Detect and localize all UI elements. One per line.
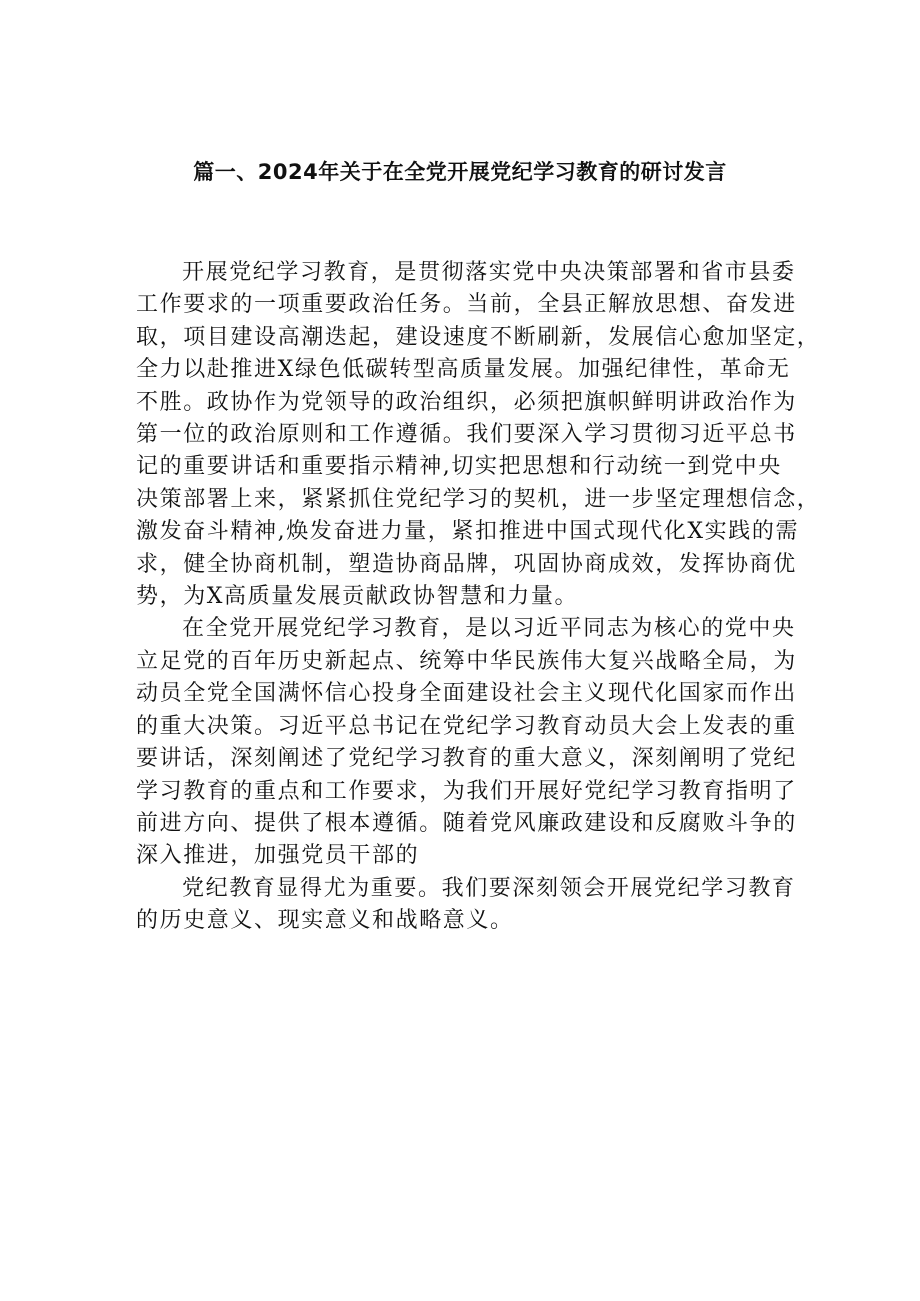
text-line: 第一位的政治原则和工作遵循。我们要深入学习贯彻习近平总书 bbox=[136, 422, 797, 448]
text-line: 求，健全协商机制，塑造协商品牌，巩固协商成效，发挥协商优 bbox=[136, 551, 797, 577]
text-line: 深入推进，加强党员干部的 bbox=[136, 843, 420, 869]
text-line: 的历史意义、现实意义和战略意义。 bbox=[136, 908, 514, 934]
text-line: 激发奋斗精神,焕发奋进力量，紧扣推进中国式现代化X实践的需 bbox=[136, 519, 800, 545]
text-line: 取，项目建设高潮迭起，建设速度不断刷新，发展信心愈加坚定， bbox=[136, 324, 821, 350]
text-line: 全力以赴推进X绿色低碳转型高质量发展。加强纪律性，革命无 bbox=[136, 357, 791, 383]
text-line: 记的重要讲话和重要指示精神,切实把思想和行动统一到党中央 bbox=[136, 454, 782, 480]
text-line: 不胜。政协作为党领导的政治组织，必须把旗帜鲜明讲政治作为 bbox=[136, 389, 797, 415]
document-title: 篇一、2024年关于在全党开展党纪学习教育的研讨发言 bbox=[193, 160, 727, 184]
text-line: 前进方向、提供了根本遵循。随着党风廉政建设和反腐败斗争的 bbox=[136, 810, 797, 836]
text-line: 势，为X高质量发展贡献政协智慧和力量。 bbox=[136, 584, 579, 610]
paragraph-1 bbox=[136, 257, 821, 613]
text-line: 的重大决策。习近平总书记在党纪学习教育动员大会上发表的重 bbox=[136, 713, 797, 739]
text-line: 要讲话，深刻阐述了党纪学习教育的重大意义，深刻阐明了党纪 bbox=[136, 746, 797, 772]
text-line: 决策部署上来，紧紧抓住党纪学习的契机，进一步坚定理想信念， bbox=[136, 486, 821, 512]
document-body bbox=[136, 257, 821, 938]
paragraph-2 bbox=[136, 613, 797, 872]
text-line: 在全党开展党纪学习教育，是以习近平同志为核心的党中央 bbox=[182, 616, 796, 642]
text-line: 工作要求的一项重要政治任务。当前，全县正解放思想、奋发进 bbox=[136, 292, 797, 318]
text-line: 党纪教育显得尤为重要。我们要深刻领会开展党纪学习教育 bbox=[182, 875, 796, 901]
text-line: 动员全党全国满怀信心投身全面建设社会主义现代化国家而作出 bbox=[136, 681, 797, 707]
text-line: 学习教育的重点和工作要求，为我们开展好党纪学习教育指明了 bbox=[136, 778, 797, 804]
paragraph-3 bbox=[136, 873, 796, 938]
text-line: 立足党的百年历史新起点、统筹中华民族伟大复兴战略全局，为 bbox=[136, 648, 797, 674]
text-line: 开展党纪学习教育，是贯彻落实党中央决策部署和省市县委 bbox=[182, 260, 796, 285]
